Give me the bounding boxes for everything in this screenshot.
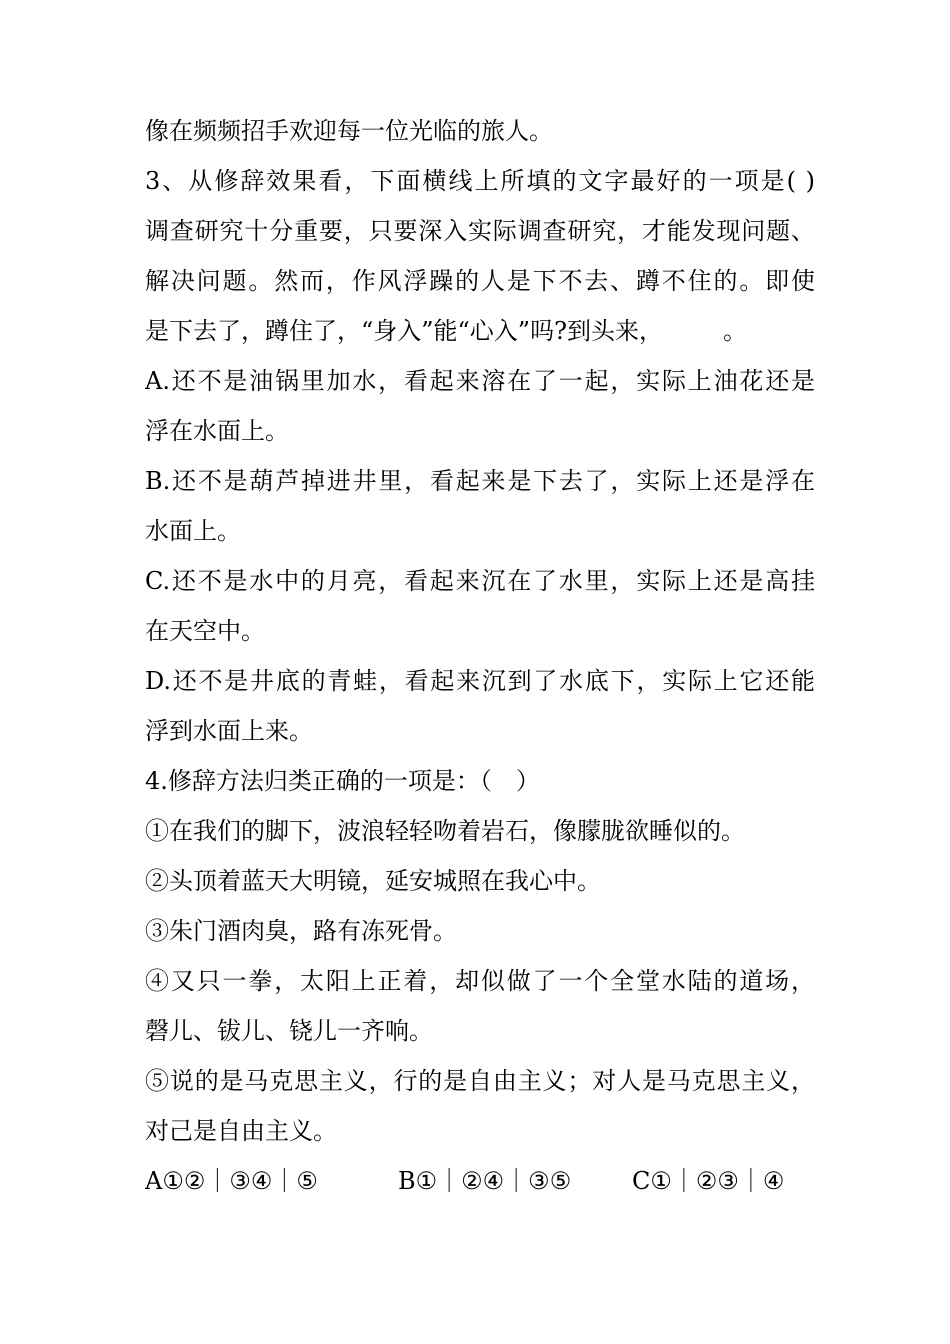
option-d-line: D.还不是井底的青蛙，看起来沉到了水底下，实际上它还能 xyxy=(145,667,815,695)
example-sentence-5-cont: 对己是自由主义。 xyxy=(145,1117,337,1145)
question-4-stem: 4.修辞方法归类正确的一项是：（ ） xyxy=(145,767,540,795)
example-sentence-3: ③朱门酒肉臭，路有冻死骨。 xyxy=(145,917,457,945)
passage-text: 是下去了，蹲住了，“身入”能“心入”吗?到头来， xyxy=(145,317,663,345)
example-sentence-2: ②头顶着蓝天大明镜，延安城照在我心中。 xyxy=(145,867,601,895)
option-c-line: C.还不是水中的月亮，看起来沉在了水里，实际上还是高挂 xyxy=(145,567,815,595)
option-d-line: 浮到水面上来。 xyxy=(145,717,313,745)
option-c-line: 在天空中。 xyxy=(145,617,265,645)
blank-end-mark: 。 xyxy=(722,317,747,345)
option-a-line: A.还不是油锅里加水，看起来溶在了一起，实际上油花还是 xyxy=(145,367,815,395)
example-sentence-4: ④又只一拳，太阳上正着，却似做了一个全堂水陆的道场， xyxy=(145,967,815,995)
passage-line: 调查研究十分重要，只要深入实际调查研究，才能发现问题、 xyxy=(145,217,815,245)
option-b-line: 水面上。 xyxy=(145,517,241,545)
example-sentence-1: ①在我们的脚下，波浪轻轻吻着岩石，像朦胧欲睡似的。 xyxy=(145,817,745,845)
document-body xyxy=(145,106,815,1206)
text-line: 像在频频招手欢迎每一位光临的旅人。 xyxy=(145,117,553,145)
option-b-line: B.还不是葫芦掉进井里，看起来是下去了，实际上还是浮在 xyxy=(145,467,815,495)
question-3-stem: 3、从修辞效果看，下面横线上所填的文字最好的一项是( ) xyxy=(145,167,815,195)
answer-option-a: A①②｜③④｜⑤ xyxy=(145,1167,318,1195)
passage-line: 解决问题。然而，作风浮躁的人是下不去、蹲不住的。即使 xyxy=(145,267,815,295)
answer-option-c: C①｜②③｜④ xyxy=(632,1167,785,1195)
example-sentence-5: ⑤说的是马克思主义，行的是自由主义；对人是马克思主义， xyxy=(145,1067,815,1095)
answer-option-b: B①｜②④｜③⑤ xyxy=(398,1167,572,1195)
answer-options-row xyxy=(145,1156,815,1206)
passage-line-with-blank xyxy=(145,306,815,356)
example-sentence-4-cont: 磬儿、钹儿、铙儿一齐响。 xyxy=(145,1017,433,1045)
option-a-line: 浮在水面上。 xyxy=(145,417,289,445)
